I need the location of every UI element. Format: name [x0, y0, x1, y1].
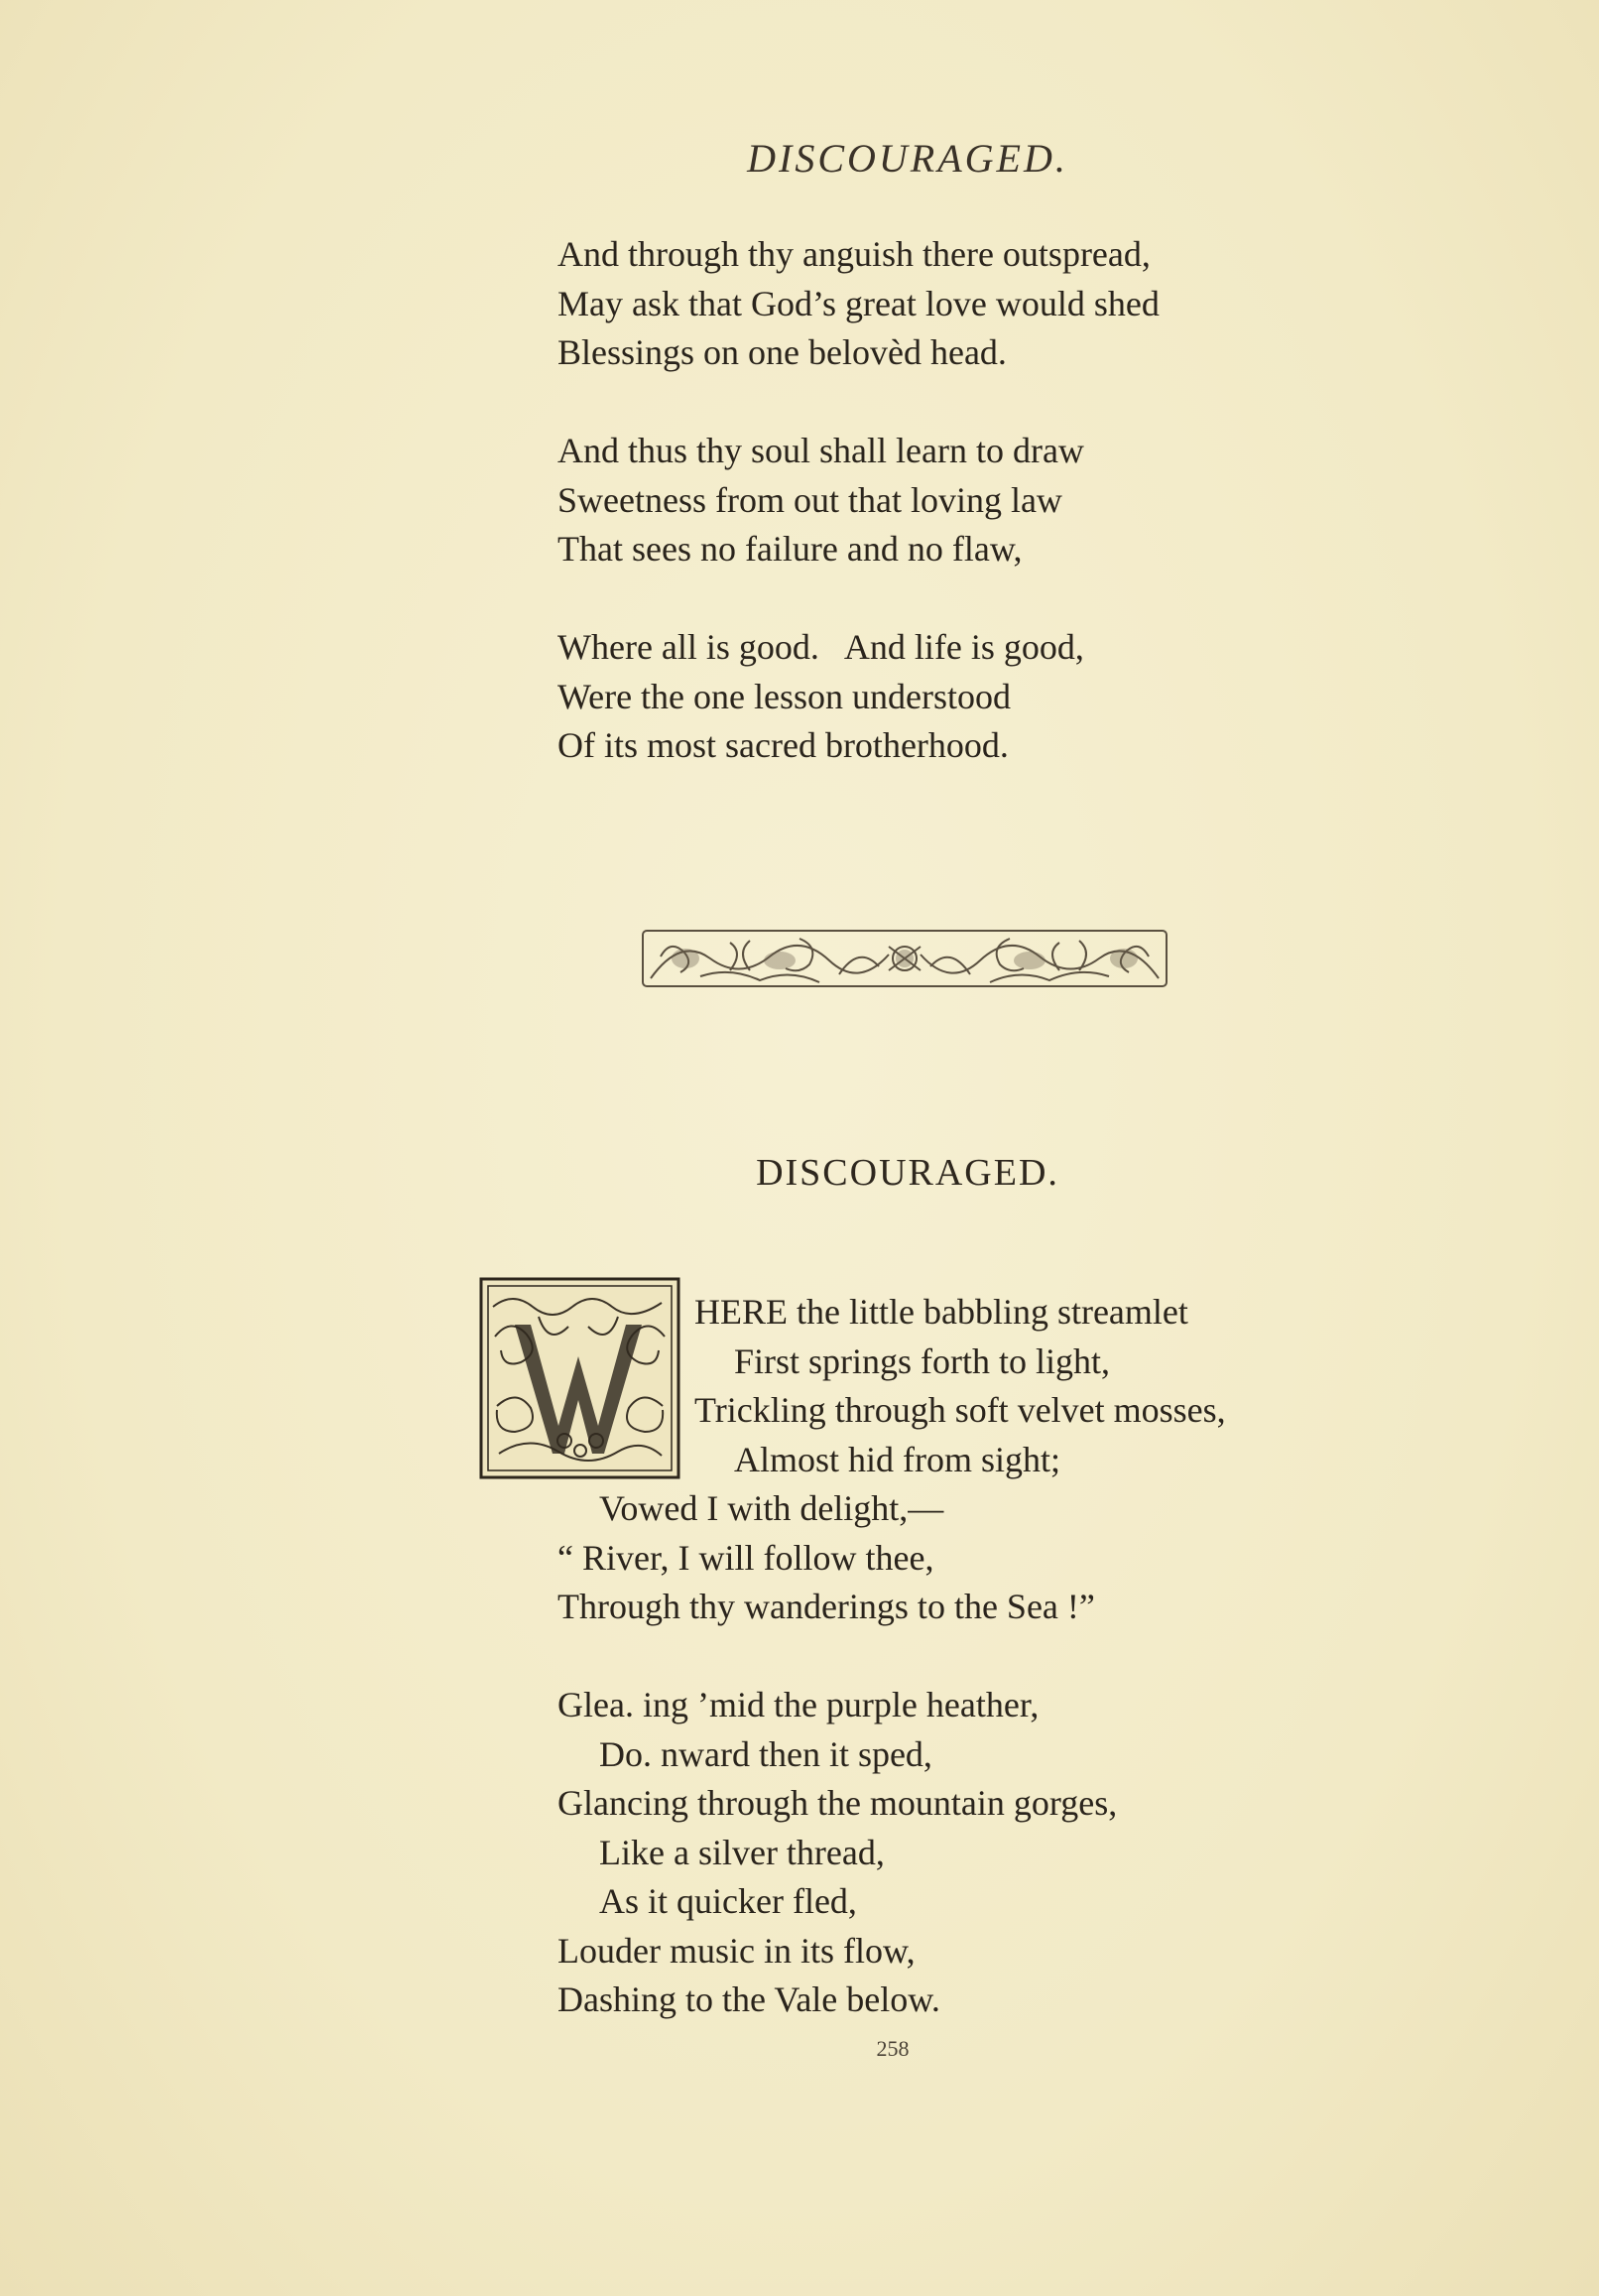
verse-line: As it quicker fled,: [599, 1881, 857, 1921]
stanza: [557, 623, 1084, 771]
verse-line: First springs forth to light,: [734, 1340, 1111, 1381]
verse-line: HERE the little babbling streamlet: [694, 1292, 1188, 1332]
verse-line: Vowed I with delight,—: [599, 1488, 944, 1528]
verse-line: Through thy wanderings to the Sea !”: [557, 1587, 1095, 1626]
verse-line: Of its most sacred brotherhood.: [557, 725, 1009, 765]
verse-line: Like a silver thread,: [599, 1832, 885, 1872]
verse-line: Sweetness from out that loving law: [557, 479, 1062, 520]
poem-title: DISCOURAGED.: [756, 1152, 1059, 1194]
verse-line: And through thy anguish there outspread,: [557, 234, 1151, 274]
floral-ornament-icon: [641, 927, 1168, 990]
verse-line: “ River, I will follow thee,: [557, 1537, 934, 1578]
verse-line: And thus thy soul shall learn to draw: [557, 431, 1084, 470]
verse-line: Dashing to the Vale below.: [557, 1979, 940, 2019]
verse-line: Glancing through the mountain gorges,: [557, 1783, 1118, 1823]
stanza: [557, 230, 1160, 378]
verse-line: Almost hid from sight;: [734, 1439, 1061, 1479]
running-head: DISCOURAGED.: [747, 136, 1068, 181]
verse-line: Do. nward then it sped,: [599, 1733, 932, 1774]
page-number: 258: [876, 2036, 910, 2061]
verse-line: May ask that God’s great love would shed: [557, 283, 1160, 323]
poem-opening: [694, 1288, 1226, 1484]
verse-line: Blessings on one belovèd head.: [557, 332, 1007, 372]
verse-line: Were the one lesson understood: [557, 676, 1011, 716]
verse-line: Where all is good. And life is good,: [557, 627, 1084, 667]
stanza: [557, 427, 1084, 574]
decorated-initial-w-icon: [479, 1277, 680, 1479]
verse-line: Glea. ing ’mid the purple heather,: [557, 1685, 1040, 1724]
verse-line: That sees no failure and no flaw,: [557, 529, 1023, 569]
verse-line: Trickling through soft velvet mosses,: [694, 1390, 1226, 1430]
verse-line: Louder music in its flow,: [557, 1930, 916, 1971]
poem-stanza-two: [557, 1681, 1117, 2025]
poem-continuation: [557, 1484, 1095, 1632]
